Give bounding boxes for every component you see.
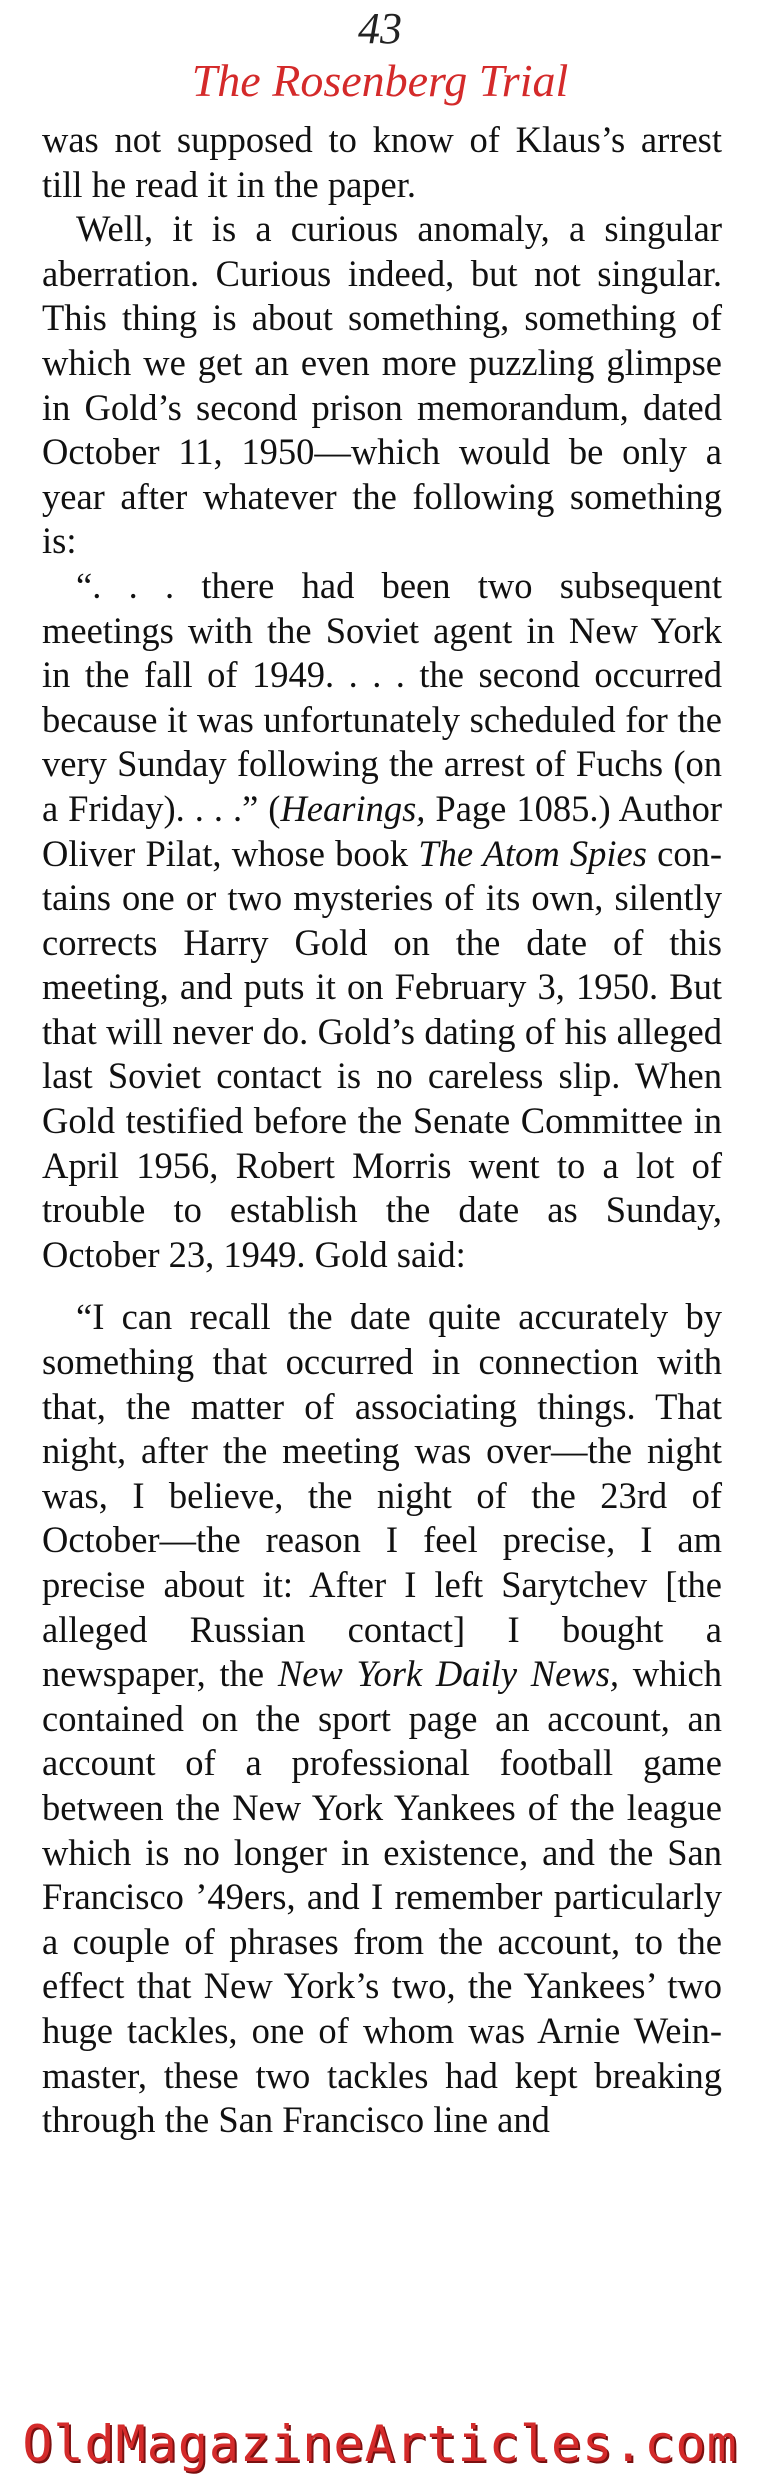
page-title: The Rosenberg Trial xyxy=(191,55,569,106)
article-body xyxy=(42,118,722,2143)
paren-open: ( xyxy=(258,787,281,829)
testimony-part-1: “I can recall the date quite accurately by something that occurred in connection with that, the matter of associating things. That night, after the meeting was over—the night was, I believe, the night of the 23rd of October—the reason I feel precise, I am precise about it: After I left Sarytchev [the alleged Russian contact] I bought a newspaper, the xyxy=(42,1296,722,1695)
paragraph-2: Well, it is a curious anomaly, a singular aberration. Curious indeed, but not singular. This thing is about something, something of which we get an even more puzzling glimpse in Gold’s second prison memorandum, dated October 11, 1950—which would be only a year after whatever the following something is: xyxy=(42,208,722,562)
paragraph-1: was not supposed to know of Klaus’s arrest till he read it in the paper. xyxy=(42,119,722,205)
paragraph-3-rest: contains one or two mysteries of its own, silently corrects Harry Gold on the date of this meeting, and puts it on February 3, 1950. But that will never do. Gold’s dating of his alleged last Soviet contact is no careless slip. When Gold testified before the Senate Committee in April 1956, Robert Morris went to a lot of trouble to establish the date as Sunday, October 23, 1949. Gold said: xyxy=(42,832,723,1275)
quote-text: “. . . there had been two subsequent meetings with the Soviet agent in New York in the fall of 1949. . . . the second occurred because it was unfortunately scheduled for the very Sunday following the arrest of Fuchs (on a Friday). . . .” xyxy=(42,564,722,829)
testimony-part-2: which contained on the sport page an account, an account of a professional football game between the New York Yankees of the league which is no longer in existence, and the San Francisco ’49ers, and I remember particularly a couple of phrases from the account, to the effect that New York’s two, the Yankees’ two huge tackles, one of whom was Arnie Weinmaster, these two tackles had kept breaking through the San Francisco line and xyxy=(42,1653,723,2141)
book-title: The Atom Spies xyxy=(418,832,647,874)
paragraph-3 xyxy=(42,564,722,1278)
site-watermark: OldMagazineArticles.com xyxy=(22,2415,738,2473)
citation-page: Page 1085.) Author Oliver Pilat, whose book xyxy=(42,787,722,874)
newspaper-title: New York Daily News, xyxy=(277,1653,620,1695)
page-number: 43 xyxy=(358,4,402,53)
hearings-citation: Hearings, xyxy=(280,787,426,829)
paragraph-4 xyxy=(42,1295,722,2142)
